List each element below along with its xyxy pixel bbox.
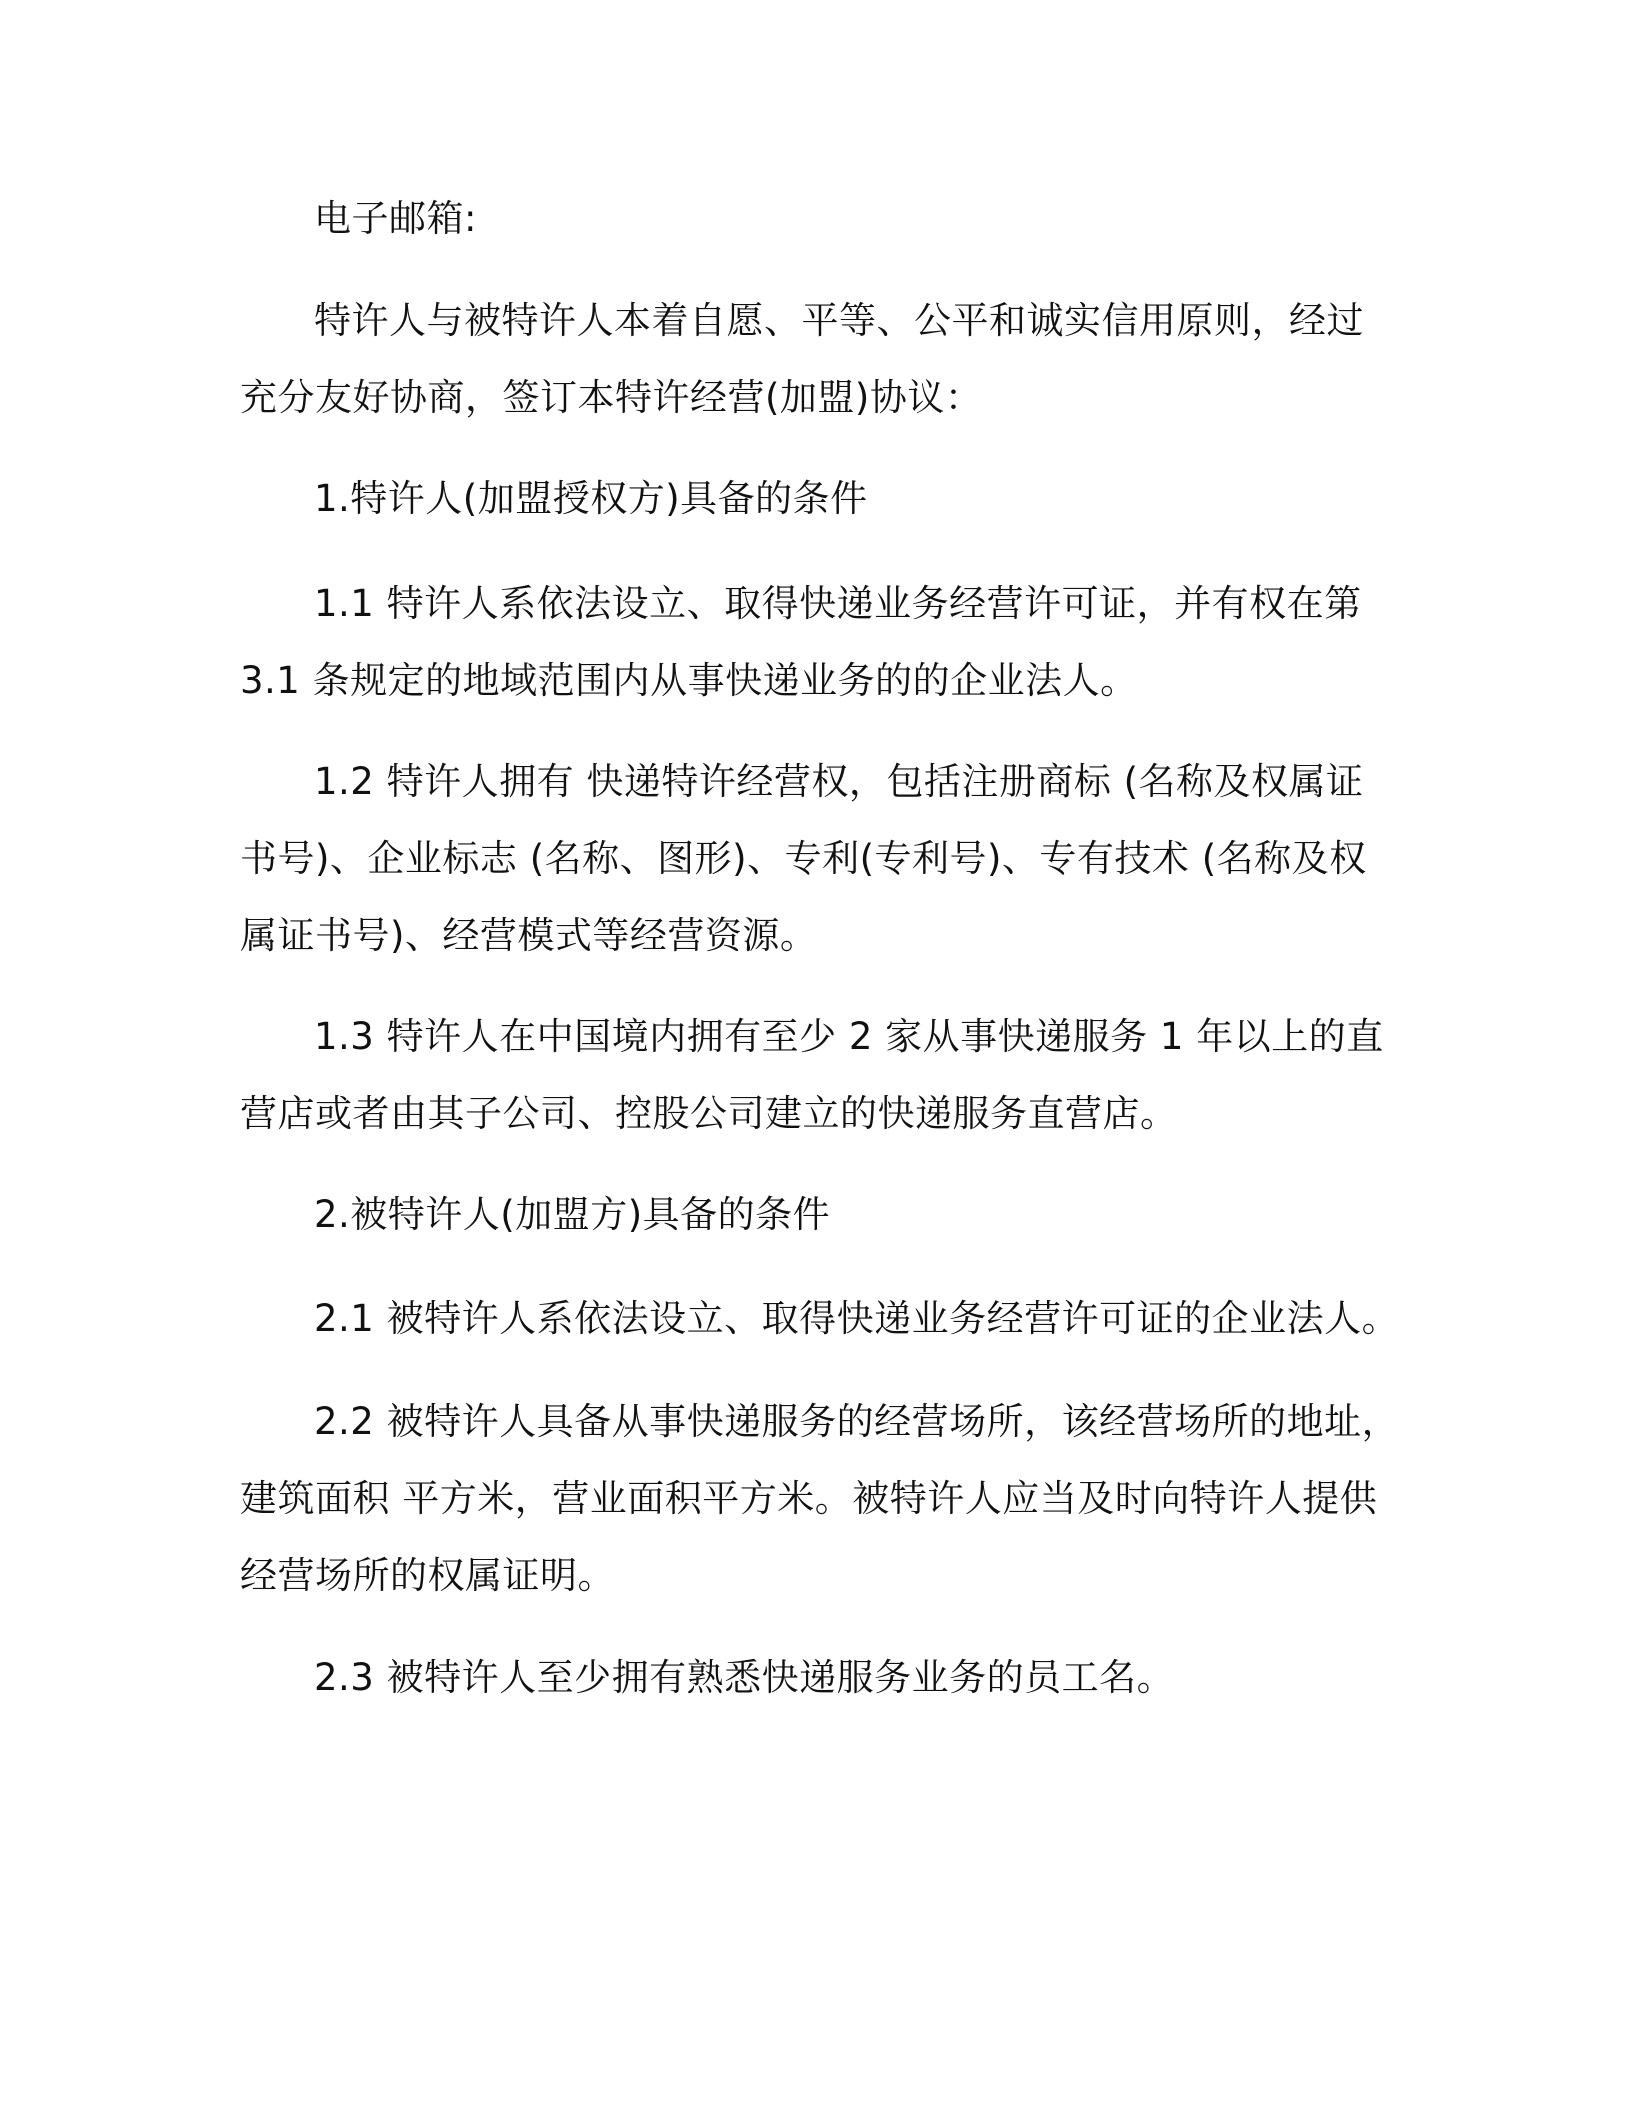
section-2-heading: 2.被特许人(加盟方)具备的条件 (314, 1193, 831, 1236)
section-1-heading: 1.特许人(加盟授权方)具备的条件 (314, 477, 868, 520)
clause-2-1: 2.1 被特许人系依法设立、取得快递业务经营许可证的企业法人。 (314, 1297, 1400, 1340)
clause-1-3: 1.3 特许人在中国境内拥有至少 2 家从事快递服务 1 年以上的直营店或者由其子公司、控股公司建立的快递服务直营店。 (240, 1015, 1384, 1135)
clause-2-2: 2.2 被特许人具备从事快递服务的经营场所，该经营场所的地址，建筑面积 平方米，营业面积平方米。被特许人应当及时向特许人提供经营场所的权属证明。 (240, 1400, 1400, 1597)
email-line: 电子邮箱: (314, 197, 477, 240)
clause-2-3: 2.3 被特许人至少拥有熟悉快递服务业务的员工名。 (314, 1656, 1175, 1699)
clause-1-1: 1.1 特许人系依法设立、取得快递业务经营许可证，并有权在第 3.1 条规定的地域范围内从事快递业务的的企业法人。 (240, 582, 1362, 702)
clause-1-2: 1.2 特许人拥有 快递特许经营权，包括注册商标 (名称及权属证书号)、企业标志 (名称、图形)、专利(专利号)、专有技术 (名称及权属证书号)、经营模式等经营资源。 (240, 760, 1367, 957)
preamble-paragraph: 特许人与被特许人本着自愿、平等、公平和诚实信用原则，经过充分友好协商，签订本特许经营(加盟)协议： (240, 299, 1364, 419)
